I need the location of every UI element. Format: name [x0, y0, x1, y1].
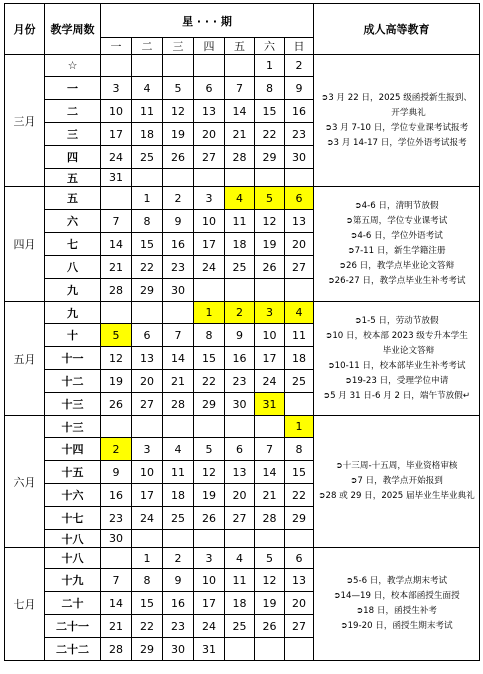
day-cell — [163, 416, 194, 438]
day-cell — [132, 169, 163, 187]
day-cell: 13 — [132, 347, 163, 370]
week-number: 十三 — [45, 416, 101, 438]
day-cell: 6 — [132, 324, 163, 347]
week-number: 七 — [45, 233, 101, 256]
note-item: ➲3 月 22 日，2025 级函授新生报到、 — [321, 92, 472, 103]
day-cell: 11 — [132, 100, 163, 123]
week-number: 十五 — [45, 461, 101, 484]
day-cell: 27 — [132, 393, 163, 416]
day-cell: 28 — [101, 279, 132, 302]
day-cell: 6 — [285, 187, 314, 210]
note-item: 毕业论文答辩 — [382, 345, 435, 356]
day-cell: 14 — [101, 233, 132, 256]
adult-education-notes — [314, 416, 480, 548]
day-cell — [225, 55, 255, 77]
day-cell: 13 — [285, 210, 314, 233]
day-cell: 4 — [285, 302, 314, 324]
weekday-wed: 三 — [163, 38, 194, 55]
day-cell — [255, 169, 285, 187]
day-cell: 28 — [225, 146, 255, 169]
day-cell: 20 — [194, 123, 225, 146]
adult-education-notes — [314, 187, 480, 302]
day-cell: 22 — [255, 123, 285, 146]
note-item: ➲4-6 日，学位外语考试 — [350, 231, 443, 241]
day-cell: 28 — [163, 393, 194, 416]
day-cell: 17 — [194, 592, 225, 615]
day-cell: 15 — [132, 233, 163, 256]
day-cell: 10 — [255, 324, 285, 347]
week-number: 十三 — [45, 393, 101, 416]
day-cell: 1 — [194, 302, 225, 324]
day-cell: 16 — [285, 100, 314, 123]
day-cell: 21 — [163, 370, 194, 393]
day-cell: 26 — [194, 507, 225, 530]
month-label: 三月 — [5, 55, 45, 187]
note-item: ➲19-23 日，受理学位申请 — [344, 375, 449, 386]
day-cell: 14 — [225, 100, 255, 123]
week-number: 六 — [45, 210, 101, 233]
week-number: 二 — [45, 100, 101, 123]
day-cell: 22 — [132, 615, 163, 638]
day-cell: 7 — [225, 77, 255, 100]
day-cell: 3 — [101, 77, 132, 100]
month-label: 五月 — [5, 302, 45, 416]
day-cell: 25 — [163, 507, 194, 530]
day-cell: 7 — [255, 438, 285, 461]
week-row — [5, 302, 480, 324]
month-label: 四月 — [5, 187, 45, 302]
day-cell: 5 — [101, 324, 132, 347]
week-row — [5, 55, 480, 77]
day-cell: 31 — [194, 638, 225, 661]
week-number: 十一 — [45, 347, 101, 370]
week-number: 九 — [45, 279, 101, 302]
day-cell: 29 — [132, 279, 163, 302]
note-item: 开学典礼 — [391, 107, 426, 118]
day-cell: 24 — [194, 615, 225, 638]
day-cell: 18 — [225, 233, 255, 256]
day-cell: 30 — [163, 638, 194, 661]
note-item: ➲5-6 日，教学点期末考试 — [345, 576, 448, 586]
day-cell — [101, 548, 132, 569]
adult-education-notes — [314, 548, 480, 661]
day-cell: 19 — [255, 592, 285, 615]
day-cell: 2 — [101, 438, 132, 461]
day-cell: 21 — [101, 615, 132, 638]
day-cell: 29 — [285, 507, 314, 530]
day-cell: 7 — [101, 210, 132, 233]
week-number: 三 — [45, 123, 101, 146]
week-number: 十四 — [45, 438, 101, 461]
week-number: 二十二 — [45, 638, 101, 661]
day-cell: 7 — [163, 324, 194, 347]
adult-education-notes — [314, 55, 480, 187]
day-cell: 30 — [101, 530, 132, 548]
day-cell: 14 — [163, 347, 194, 370]
day-cell: 7 — [101, 569, 132, 592]
day-cell: 24 — [255, 370, 285, 393]
note-item: ➲第五周，学位专业课考试 — [345, 216, 448, 226]
week-number: 一 — [45, 77, 101, 100]
day-cell: 17 — [255, 347, 285, 370]
day-cell — [132, 302, 163, 324]
week-row — [5, 548, 480, 569]
day-cell: 26 — [255, 615, 285, 638]
day-cell: 8 — [285, 438, 314, 461]
day-cell: 24 — [194, 256, 225, 279]
week-number: 十九 — [45, 569, 101, 592]
day-cell: 4 — [163, 438, 194, 461]
day-cell: 5 — [163, 77, 194, 100]
day-cell: 14 — [101, 592, 132, 615]
day-cell: 25 — [225, 615, 255, 638]
day-cell: 3 — [132, 438, 163, 461]
day-cell — [255, 638, 285, 661]
day-cell: 29 — [194, 393, 225, 416]
day-cell — [225, 416, 255, 438]
day-cell — [225, 530, 255, 548]
day-cell: 19 — [255, 233, 285, 256]
weekday-mon: 一 — [101, 38, 132, 55]
adult-education-notes — [314, 302, 480, 416]
day-cell: 28 — [255, 507, 285, 530]
day-cell: 10 — [132, 461, 163, 484]
day-cell — [101, 416, 132, 438]
day-cell: 19 — [101, 370, 132, 393]
note-item: ➲十三周-十五周，毕业资格审核 — [335, 461, 458, 471]
day-cell: 28 — [101, 638, 132, 661]
day-cell: 20 — [132, 370, 163, 393]
day-cell — [255, 530, 285, 548]
day-cell: 16 — [163, 592, 194, 615]
weekday-tue: 二 — [132, 38, 163, 55]
day-cell: 22 — [194, 370, 225, 393]
month-label: 七月 — [5, 548, 45, 661]
day-cell — [163, 302, 194, 324]
day-cell: 23 — [163, 615, 194, 638]
day-cell: 6 — [194, 77, 225, 100]
weekday-fri: 五 — [225, 38, 255, 55]
day-cell — [285, 638, 314, 661]
day-cell: 5 — [255, 187, 285, 210]
day-cell: 18 — [132, 123, 163, 146]
day-cell: 13 — [194, 100, 225, 123]
day-cell: 30 — [163, 279, 194, 302]
day-cell: 17 — [194, 233, 225, 256]
day-cell: 15 — [285, 461, 314, 484]
day-cell: 24 — [101, 146, 132, 169]
day-cell — [194, 55, 225, 77]
note-item: ➲18 日，函授生补考 — [355, 606, 438, 616]
day-cell: 31 — [255, 393, 285, 416]
day-cell: 11 — [225, 210, 255, 233]
day-cell: 3 — [255, 302, 285, 324]
day-cell — [132, 55, 163, 77]
day-cell: 6 — [285, 548, 314, 569]
day-cell: 8 — [132, 569, 163, 592]
day-cell — [255, 416, 285, 438]
note-item: ➲5 月 31 日-6 月 2 日，端午节放假↵ — [322, 390, 471, 401]
day-cell: 12 — [255, 569, 285, 592]
week-number: 十八 — [45, 548, 101, 569]
note-item: ➲28 或 29 日，2025 届毕业生毕业典礼 — [318, 491, 475, 501]
day-cell: 12 — [163, 100, 194, 123]
day-cell: 15 — [255, 100, 285, 123]
day-cell — [225, 638, 255, 661]
note-item: ➲3 月 14-17 日，学位外语考试报考 — [326, 137, 467, 148]
day-cell: 3 — [194, 548, 225, 569]
week-number: 十七 — [45, 507, 101, 530]
month-label: 六月 — [5, 416, 45, 548]
day-cell: 9 — [163, 569, 194, 592]
day-cell: 27 — [225, 507, 255, 530]
day-cell: 19 — [163, 123, 194, 146]
note-item: ➲10-11 日，校本部毕业生补考考试 — [327, 360, 466, 371]
header-row — [5, 4, 480, 38]
day-cell: 9 — [285, 77, 314, 100]
day-cell: 5 — [255, 548, 285, 569]
day-cell: 11 — [225, 569, 255, 592]
header-teaching-week: 教学周数 — [45, 4, 101, 55]
week-number: 二十一 — [45, 615, 101, 638]
day-cell: 14 — [255, 461, 285, 484]
day-cell: 10 — [101, 100, 132, 123]
day-cell: 17 — [101, 123, 132, 146]
day-cell — [255, 279, 285, 302]
day-cell — [132, 416, 163, 438]
day-cell: 22 — [132, 256, 163, 279]
week-number: 八 — [45, 256, 101, 279]
day-cell — [194, 279, 225, 302]
day-cell: 19 — [194, 484, 225, 507]
day-cell: 17 — [132, 484, 163, 507]
day-cell: 25 — [285, 370, 314, 393]
day-cell: 10 — [194, 210, 225, 233]
day-cell: 21 — [255, 484, 285, 507]
day-cell: 23 — [285, 123, 314, 146]
week-number: 二十 — [45, 592, 101, 615]
day-cell — [101, 55, 132, 77]
day-cell: 4 — [225, 187, 255, 210]
week-number: 五 — [45, 169, 101, 187]
day-cell: 6 — [225, 438, 255, 461]
day-cell: 8 — [194, 324, 225, 347]
header-adult-education: 成人高等教育 — [314, 4, 480, 55]
day-cell: 1 — [255, 55, 285, 77]
day-cell: 23 — [225, 370, 255, 393]
day-cell — [285, 169, 314, 187]
day-cell: 18 — [225, 592, 255, 615]
weekday-sat: 六 — [255, 38, 285, 55]
day-cell: 1 — [285, 416, 314, 438]
day-cell — [285, 393, 314, 416]
day-cell: 4 — [132, 77, 163, 100]
school-calendar-table — [4, 3, 480, 661]
day-cell: 9 — [163, 210, 194, 233]
day-cell: 10 — [194, 569, 225, 592]
day-cell: 23 — [101, 507, 132, 530]
week-row — [5, 187, 480, 210]
day-cell: 25 — [225, 256, 255, 279]
note-item: ➲14—19 日，校本部函授生面授 — [333, 591, 460, 601]
weekday-thu: 四 — [194, 38, 225, 55]
note-item: ➲10 日，校本部 2023 级专升本学生 — [325, 330, 468, 341]
week-number: 十六 — [45, 484, 101, 507]
day-cell: 2 — [163, 187, 194, 210]
day-cell: 26 — [101, 393, 132, 416]
day-cell: 16 — [225, 347, 255, 370]
week-number: ☆ — [45, 55, 101, 77]
note-item: ➲1-5 日，劳动节放假 — [354, 315, 439, 326]
day-cell: 2 — [163, 548, 194, 569]
day-cell: 26 — [163, 146, 194, 169]
day-cell — [101, 302, 132, 324]
day-cell: 2 — [225, 302, 255, 324]
day-cell: 31 — [101, 169, 132, 187]
day-cell: 16 — [101, 484, 132, 507]
day-cell: 25 — [132, 146, 163, 169]
day-cell: 29 — [132, 638, 163, 661]
note-item: ➲19-20 日，函授生期末考试 — [340, 621, 453, 631]
note-item: ➲4-6 日，清明节放假 — [354, 201, 439, 211]
week-number: 十八 — [45, 530, 101, 548]
day-cell — [285, 530, 314, 548]
day-cell: 11 — [285, 324, 314, 347]
day-cell — [163, 55, 194, 77]
day-cell — [285, 279, 314, 302]
week-number: 四 — [45, 146, 101, 169]
weekday-sun: 日 — [285, 38, 314, 55]
note-item: ➲7-11 日，新生学籍注册 — [347, 246, 446, 256]
day-cell: 29 — [255, 146, 285, 169]
day-cell: 9 — [225, 324, 255, 347]
day-cell: 27 — [285, 615, 314, 638]
day-cell — [132, 530, 163, 548]
day-cell: 23 — [163, 256, 194, 279]
week-row — [5, 416, 480, 438]
day-cell: 12 — [194, 461, 225, 484]
week-number: 九 — [45, 302, 101, 324]
day-cell: 11 — [163, 461, 194, 484]
day-cell: 30 — [225, 393, 255, 416]
day-cell: 8 — [132, 210, 163, 233]
day-cell — [163, 530, 194, 548]
day-cell: 21 — [225, 123, 255, 146]
day-cell — [101, 187, 132, 210]
day-cell: 20 — [285, 592, 314, 615]
day-cell: 27 — [285, 256, 314, 279]
day-cell: 21 — [101, 256, 132, 279]
day-cell: 2 — [285, 55, 314, 77]
day-cell — [194, 530, 225, 548]
day-cell — [225, 279, 255, 302]
day-cell: 1 — [132, 548, 163, 569]
week-number: 十 — [45, 324, 101, 347]
day-cell: 12 — [255, 210, 285, 233]
note-item: ➲26-27 日，教学点毕业生补考考试 — [327, 276, 466, 286]
day-cell: 26 — [255, 256, 285, 279]
day-cell — [225, 169, 255, 187]
note-item: ➲3 月 7-10 日，学位专业课考试报考 — [324, 122, 469, 133]
day-cell: 15 — [132, 592, 163, 615]
header-weekday-title: 星 · · · 期 — [101, 4, 314, 38]
day-cell — [194, 169, 225, 187]
day-cell: 3 — [194, 187, 225, 210]
day-cell: 8 — [255, 77, 285, 100]
day-cell: 27 — [194, 146, 225, 169]
day-cell — [163, 169, 194, 187]
day-cell: 5 — [194, 438, 225, 461]
day-cell: 20 — [285, 233, 314, 256]
day-cell: 12 — [101, 347, 132, 370]
day-cell: 18 — [163, 484, 194, 507]
day-cell: 22 — [285, 484, 314, 507]
header-month: 月份 — [5, 4, 45, 55]
day-cell: 18 — [285, 347, 314, 370]
day-cell: 13 — [285, 569, 314, 592]
week-number: 五 — [45, 187, 101, 210]
week-number: 十二 — [45, 370, 101, 393]
day-cell: 13 — [225, 461, 255, 484]
day-cell: 30 — [285, 146, 314, 169]
note-item: ➲26 日，教学点毕业论文答辩 — [338, 261, 455, 271]
day-cell: 9 — [101, 461, 132, 484]
day-cell: 20 — [225, 484, 255, 507]
note-item: ➲7 日，教学点开始报到 — [350, 476, 443, 486]
day-cell: 16 — [163, 233, 194, 256]
day-cell — [194, 416, 225, 438]
day-cell: 4 — [225, 548, 255, 569]
day-cell: 15 — [194, 347, 225, 370]
day-cell: 24 — [132, 507, 163, 530]
day-cell: 1 — [132, 187, 163, 210]
